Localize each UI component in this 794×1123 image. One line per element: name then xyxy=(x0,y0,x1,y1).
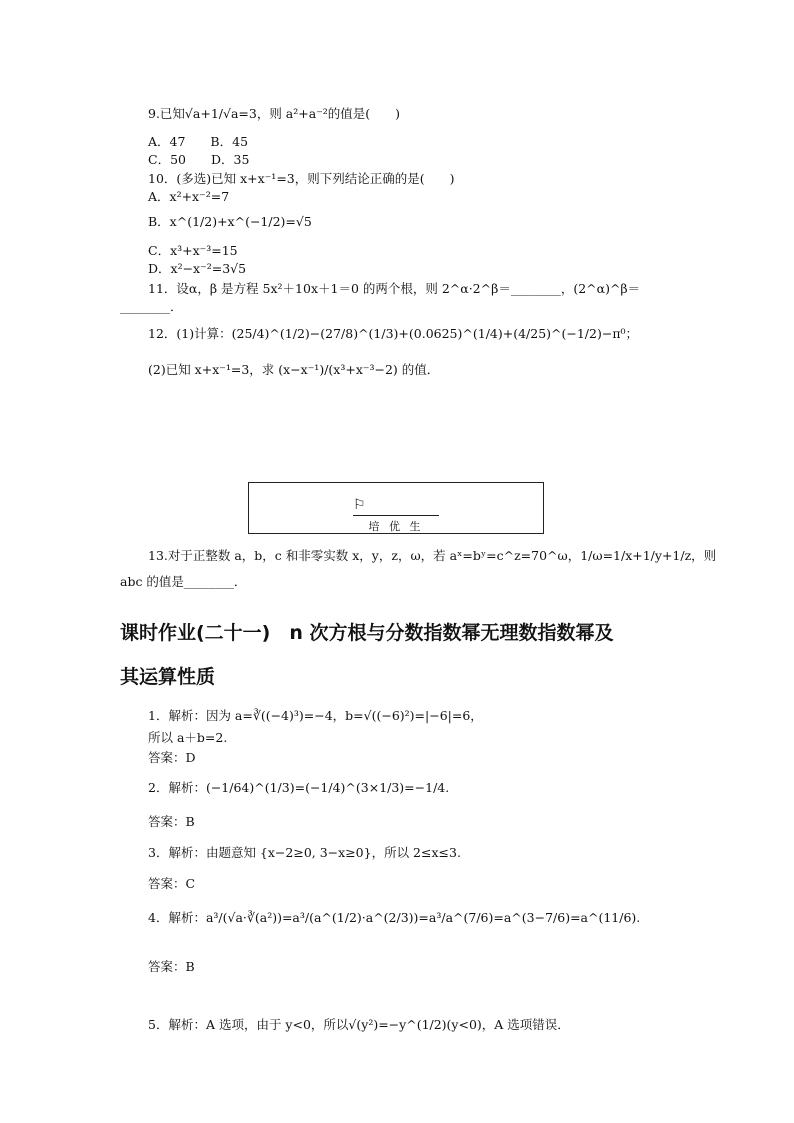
question-9-options-cd: C．50 D．35 xyxy=(148,152,250,167)
solution-4-answer: 答案：B xyxy=(148,959,195,974)
question-12-part-1: 12．(1)计算：(25/4)^(1/2)−(27/8)^(1/3)+(0.0625)^(1/4)+(4/25)^(−1/2)−π⁰； xyxy=(148,326,639,341)
question-10-option-a: A．x²+x⁻²=7 xyxy=(148,189,230,204)
solution-2: 2．解析：(−1/64)^(1/3)=(−1/4)^(3×1/3)=−1/4. xyxy=(148,780,450,795)
question-11: 11．设α，β 是方程 5x²＋10x＋1＝0 的两个根，则 2^α·2^β＝________，(2^α)^β＝ xyxy=(148,281,641,296)
solution-2-answer: 答案：B xyxy=(148,814,195,829)
solution-3-answer: 答案：C xyxy=(148,876,196,891)
solution-4: 4．解析：a³/(√a·∛(a²))=a³/(a^(1/2)·a^(2/3))=a³/a^(7/6)=a^(3−7/6)=a^(11/6). xyxy=(148,910,641,925)
banner-label: 培 优 生 xyxy=(368,520,424,533)
question-9-options-ab: A．47 B．45 xyxy=(148,134,249,149)
question-10-option-c: C．x³+x⁻³=15 xyxy=(148,243,238,258)
section-heading-line-2: 其运算性质 xyxy=(120,666,216,688)
question-11-continued: ________． xyxy=(120,299,183,314)
question-10-option-d: D．x²−x⁻²=3√5 xyxy=(148,261,247,276)
question-13: 13.对于正整数 a，b，c 和非零实数 x，y，z，ω，若 aˣ=bʸ=c^z=70^ω，1/ω=1/x+1/y+1/z，则 xyxy=(148,548,717,563)
solution-1: 1．解析：因为 a=∛((−4)³)=−4，b=√((−6)²)=|−6|=6， xyxy=(148,708,483,723)
question-10-option-b: B．x^(1/2)+x^(−1/2)=√5 xyxy=(148,214,312,229)
question-9: 9.已知√a+1/√a=3，则 a²+a⁻²的值是( ) xyxy=(148,106,401,121)
flag-icon: ⚐ xyxy=(353,497,366,513)
solution-1-continued: 所以 a＋b=2. xyxy=(148,730,228,745)
question-13-continued: abc 的值是________． xyxy=(120,574,247,589)
solution-5: 5．解析：A 选项，由于 y<0，所以√(y²)=−y^(1/2)(y<0)，A 选项错误． xyxy=(148,1017,570,1032)
banner-divider xyxy=(353,515,439,516)
solution-1-answer: 答案：D xyxy=(148,750,196,765)
question-10: 10．(多选)已知 x+x⁻¹=3，则下列结论正确的是( ) xyxy=(148,171,455,186)
section-heading-line-1: 课时作业(二十一) n 次方根与分数指数幂无理数指数幂及 xyxy=(120,622,614,644)
question-12-part-2: (2)已知 x+x⁻¹=3，求 (x−x⁻¹)/(x³+x⁻³−2) 的值． xyxy=(148,362,440,377)
advanced-section-banner xyxy=(248,482,544,534)
solution-3: 3．解析：由题意知 {x−2≥0, 3−x≥0}，所以 2≤x≤3. xyxy=(148,845,461,860)
